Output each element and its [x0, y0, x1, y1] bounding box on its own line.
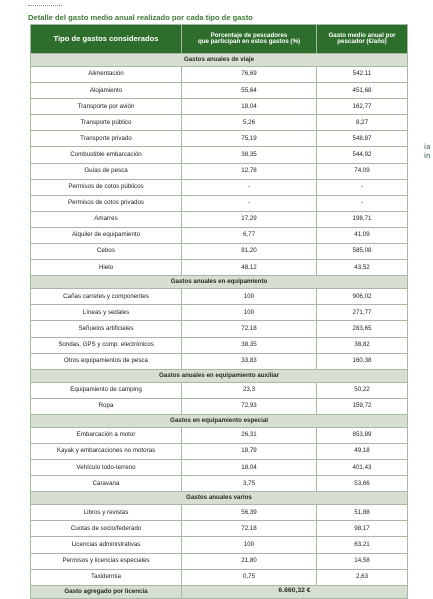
row-participation-pct: 26,31 — [182, 427, 317, 443]
row-label: Alquiler de equipamiento — [31, 227, 182, 243]
row-annual-spend: - — [317, 195, 408, 211]
row-participation-pct: 18,04 — [182, 460, 317, 476]
row-annual-spend: 51,88 — [317, 505, 408, 521]
row-annual-spend: 43,52 — [317, 260, 408, 276]
row-annual-spend: 451,68 — [317, 83, 408, 99]
row-annual-spend: 8,27 — [317, 115, 408, 131]
section-title: Gastos en equipamiento especial — [31, 414, 408, 427]
section-title: Gastos anuales en equipamiento auxiliar — [31, 369, 408, 382]
row-label: Sondas, GPS y comp. electrónicos — [31, 337, 182, 353]
row-label: Combustible embarcación — [31, 147, 182, 163]
row-annual-spend: 2,63 — [317, 569, 408, 585]
section-header-row — [31, 54, 408, 67]
table-body — [31, 54, 408, 599]
row-label: Taxidermia — [31, 569, 182, 585]
total-row — [31, 585, 408, 598]
row-participation-pct: 56,39 — [182, 505, 317, 521]
row-label: Vehículo todo-terreno — [31, 460, 182, 476]
row-participation-pct: 100 — [182, 289, 317, 305]
table-row — [31, 353, 408, 369]
row-label: Equipamiento de camping — [31, 382, 182, 398]
side-text-fragment: ia — [424, 143, 431, 151]
table-row — [31, 476, 408, 492]
row-annual-spend: 38,82 — [317, 337, 408, 353]
row-annual-spend: 853,89 — [317, 427, 408, 443]
section-header-row — [31, 369, 408, 382]
table-row — [31, 67, 408, 83]
table-row — [31, 505, 408, 521]
table-row — [31, 83, 408, 99]
section-title: Gastos anuales varios — [31, 492, 408, 505]
row-label: Ropa — [31, 398, 182, 414]
expense-table — [30, 24, 408, 599]
row-participation-pct: 75,19 — [182, 131, 317, 147]
row-label: Permisos de cotos privados — [31, 195, 182, 211]
row-annual-spend: 162,77 — [317, 99, 408, 115]
table-row — [31, 537, 408, 553]
row-label: Transporte privado — [31, 131, 182, 147]
row-participation-pct: 3,75 — [182, 476, 317, 492]
table-row — [31, 382, 408, 398]
row-annual-spend: 906,02 — [317, 289, 408, 305]
table-row — [31, 244, 408, 260]
header-annual-spend — [317, 25, 408, 54]
table-row — [31, 337, 408, 353]
table-row — [31, 427, 408, 443]
section-header-row — [31, 276, 408, 289]
row-label: Cebos — [31, 244, 182, 260]
side-text-fragment: in — [424, 152, 431, 160]
table-row — [31, 227, 408, 243]
table-row — [31, 195, 408, 211]
row-participation-pct: 21,80 — [182, 553, 317, 569]
row-participation-pct: 12,78 — [182, 163, 317, 179]
row-annual-spend: 50,22 — [317, 382, 408, 398]
table-row — [31, 460, 408, 476]
table-row — [31, 289, 408, 305]
row-participation-pct: 17,29 — [182, 211, 317, 227]
row-label: Caravana — [31, 476, 182, 492]
row-annual-spend: 542,11 — [317, 67, 408, 83]
row-annual-spend: 585,08 — [317, 244, 408, 260]
table-row — [31, 131, 408, 147]
row-annual-spend: - — [317, 179, 408, 195]
row-annual-spend: 271,77 — [317, 305, 408, 321]
row-label: Otros equipamientos de pesca — [31, 353, 182, 369]
section-title: Gastos anuales de viaje — [31, 54, 408, 67]
row-participation-pct: 33,83 — [182, 353, 317, 369]
header-expense-type: Tipo de gastos considerados — [31, 25, 182, 54]
table-row — [31, 115, 408, 131]
header-participation-line: Porcentaje de pescadores — [210, 31, 288, 39]
row-participation-pct: 6,77 — [182, 227, 317, 243]
row-label: Amarres — [31, 211, 182, 227]
table-row — [31, 211, 408, 227]
header-spend-line: Gasto medio anual por — [328, 31, 396, 39]
row-participation-pct: 5,26 — [182, 115, 317, 131]
header-participation-pct — [182, 25, 317, 54]
header-spend-line: pescador (€/año) — [337, 38, 387, 45]
row-annual-spend: 41,09 — [317, 227, 408, 243]
row-participation-pct: 23,3 — [182, 382, 317, 398]
table-row — [31, 163, 408, 179]
section-header-row — [31, 414, 408, 427]
row-participation-pct: 72,93 — [182, 398, 317, 414]
table-header-row — [31, 25, 408, 54]
row-label: Licencias administrativas — [31, 537, 182, 553]
row-annual-spend: 198,71 — [317, 211, 408, 227]
table-row — [31, 147, 408, 163]
table-row — [31, 305, 408, 321]
section-header-row — [31, 492, 408, 505]
table-row — [31, 553, 408, 569]
row-annual-spend: 98,17 — [317, 521, 408, 537]
title-dotted-rule — [28, 5, 62, 7]
table-row — [31, 179, 408, 195]
row-label: Señuelos artificiales — [31, 321, 182, 337]
table-row — [31, 443, 408, 459]
section-title: Gastos anuales en equipamiento — [31, 276, 408, 289]
row-participation-pct: 38,35 — [182, 147, 317, 163]
row-participation-pct: 18,04 — [182, 99, 317, 115]
table-row — [31, 99, 408, 115]
row-participation-pct: 48,12 — [182, 260, 317, 276]
header-participation-line: que participan en estos gastos (%) — [197, 38, 301, 45]
row-label: Alojamiento — [31, 83, 182, 99]
total-label: Gasto agregado por licencia — [31, 585, 182, 598]
row-participation-pct: 76,69 — [182, 67, 317, 83]
row-annual-spend: 49,18 — [317, 443, 408, 459]
row-label: Cañas carretes y componentes — [31, 289, 182, 305]
row-annual-spend: 14,58 — [317, 553, 408, 569]
row-label: Hielo — [31, 260, 182, 276]
row-label: Transporte público — [31, 115, 182, 131]
row-label: Permisos y licencias especiales — [31, 553, 182, 569]
row-annual-spend: 159,72 — [317, 398, 408, 414]
row-label: Embarcación a motor — [31, 427, 182, 443]
table-row — [31, 569, 408, 585]
row-annual-spend: 74,09 — [317, 163, 408, 179]
row-participation-pct: 18,79 — [182, 443, 317, 459]
table-row — [31, 398, 408, 414]
row-participation-pct: 100 — [182, 537, 317, 553]
row-annual-spend: 544,92 — [317, 147, 408, 163]
row-participation-pct: 0,75 — [182, 569, 317, 585]
row-annual-spend: 283,65 — [317, 321, 408, 337]
row-label: Kayak y embarcaciones no motoras — [31, 443, 182, 459]
row-label: Alimentación — [31, 67, 182, 83]
row-label: Cuotas de socio/federado — [31, 521, 182, 537]
total-value: 6.660,32 € — [182, 585, 408, 598]
row-annual-spend: 63,21 — [317, 537, 408, 553]
row-participation-pct: 81,20 — [182, 244, 317, 260]
row-annual-spend: 160,38 — [317, 353, 408, 369]
row-participation-pct: - — [182, 195, 317, 211]
row-participation-pct: 72,18 — [182, 321, 317, 337]
table-row — [31, 321, 408, 337]
row-annual-spend: 53,66 — [317, 476, 408, 492]
row-label: Líneas y sedales — [31, 305, 182, 321]
row-participation-pct: - — [182, 179, 317, 195]
row-annual-spend: 548,87 — [317, 131, 408, 147]
row-annual-spend: 401,43 — [317, 460, 408, 476]
row-label: Libros y revistas — [31, 505, 182, 521]
row-participation-pct: 55,64 — [182, 83, 317, 99]
row-label: Transporte por avión — [31, 99, 182, 115]
row-label: Permisos de cotos públicos — [31, 179, 182, 195]
page-title: Detalle del gasto medio anual realizado por cada tipo de gasto — [28, 13, 253, 22]
table-row — [31, 260, 408, 276]
row-participation-pct: 38,35 — [182, 337, 317, 353]
table-row — [31, 521, 408, 537]
row-participation-pct: 100 — [182, 305, 317, 321]
row-participation-pct: 72,18 — [182, 521, 317, 537]
row-label: Guías de pesca — [31, 163, 182, 179]
